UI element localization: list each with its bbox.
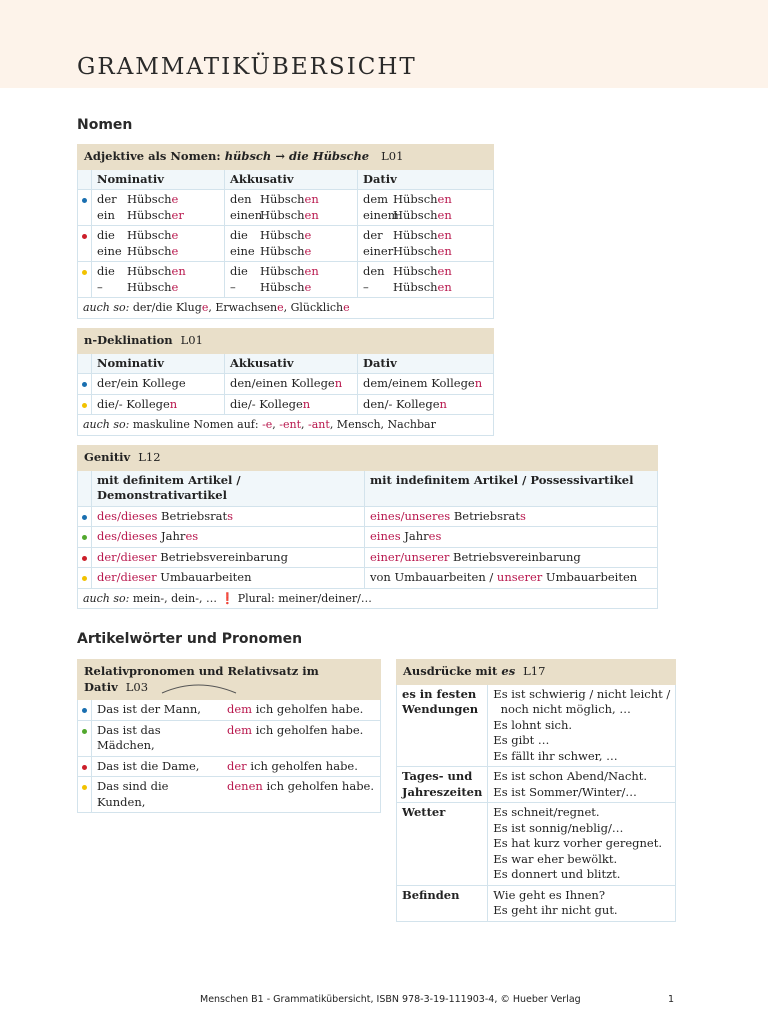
article: – (230, 279, 236, 294)
table-row (78, 527, 658, 548)
ending: n (474, 376, 483, 390)
article: ein (97, 207, 115, 222)
bullet-plural-icon (82, 785, 87, 790)
table-row (78, 756, 381, 777)
noun-stem: Hübsch (260, 279, 305, 294)
col-header-nominativ: Nominativ (92, 169, 225, 190)
table-row (78, 700, 381, 721)
table-header: n-Deklination L01 (78, 329, 494, 354)
main-clause: Das sind die Kunden, (92, 777, 223, 813)
ending: n (334, 376, 343, 390)
noun-stem: Hübsch (127, 264, 172, 278)
indefinite-cell (365, 506, 658, 527)
noun-stem: Hübsch (260, 264, 305, 278)
expression: noch nicht möglich, … (493, 702, 631, 716)
noun-stem: Hübsch (127, 279, 172, 294)
ending: e (304, 243, 312, 258)
declension-cell (92, 374, 225, 395)
relative-clause (222, 777, 381, 813)
page-footer: Menschen B1 - Grammatikübersicht, ISBN 978-3-19-111903-4, © Hueber Verlag (200, 994, 581, 1005)
table-row (78, 568, 658, 589)
page-number: 1 (668, 994, 675, 1005)
ending: es (428, 529, 442, 543)
ending: e (304, 279, 312, 294)
expression: Es ist sonnig/neblig/… (493, 820, 624, 835)
table-header: Genitiv L12 (78, 446, 658, 471)
noun-stem: Hübsch (127, 228, 172, 242)
article: der (97, 192, 117, 206)
category-label: Tages- und Jahreszeiten (397, 767, 488, 803)
declension-cell (225, 190, 358, 226)
bullet-plural-icon (82, 403, 87, 408)
bullet-neuter-icon (82, 729, 87, 734)
page-title: GRAMMATIKÜBERSICHT (77, 54, 417, 80)
declension-cell (92, 190, 225, 226)
ending: en (437, 264, 452, 278)
noun-form: die/- Kollege (97, 396, 170, 411)
reference-arc-icon (160, 681, 240, 695)
relative-clause (222, 756, 381, 777)
relative-pronoun: dem (227, 722, 253, 737)
ending: en (437, 207, 452, 222)
ending: en (437, 243, 452, 258)
table-footnote: auch so: maskuline Nomen auf: -e, -ent, -ant, Mensch, Nachbar (78, 415, 494, 436)
noun-stem: Hübsch (393, 228, 438, 242)
expression: Wie geht es Ihnen? (493, 887, 606, 902)
declension-cell (225, 226, 358, 262)
noun-form: dem/einem Kollege (363, 376, 475, 390)
table-ausdruecke-mit-es (396, 659, 676, 922)
noun-form: die/- Kollege (230, 396, 303, 411)
noun: Jahr (400, 529, 429, 543)
bullet-feminine-icon (82, 556, 87, 561)
relative-pronoun: dem (227, 702, 253, 716)
relative-clause (222, 720, 381, 756)
table-row (78, 374, 494, 395)
main-clause: Das ist der Mann, (92, 700, 223, 721)
col-header-definit: mit definitem Artikel / Demonstrativartikel (92, 470, 365, 506)
table-header: Ausdrücke mit es L17 (397, 660, 676, 685)
noun-stem: Hübsch (393, 207, 438, 222)
expression: Es ist Sommer/Winter/… (493, 784, 637, 799)
ending: en (437, 279, 452, 294)
noun: Umbauarbeiten (542, 570, 638, 584)
ending: es (185, 529, 199, 543)
bullet-plural-icon (82, 576, 87, 581)
article: eine (230, 243, 255, 258)
noun-stem: Hübsch (260, 192, 305, 206)
col-header-akkusativ: Akkusativ (225, 169, 358, 190)
col-header-dativ: Dativ (358, 169, 494, 190)
table-row (78, 190, 494, 226)
bullet-masculine-icon (82, 708, 87, 713)
expression: Es geht ihr nicht gut. (493, 903, 618, 917)
table-row (78, 506, 658, 527)
table-row (78, 547, 658, 568)
ending: er (171, 207, 184, 222)
main-clause: Das ist das Mädchen, (92, 720, 223, 756)
article: einem (363, 207, 399, 222)
table-row (397, 885, 676, 921)
noun-stem: Hübsch (393, 279, 438, 294)
article: eine (97, 243, 122, 258)
expression: Es donnert und blitzt. (493, 867, 621, 881)
noun-stem: Hübsch (127, 192, 172, 206)
noun-stem: Hübsch (393, 192, 438, 206)
bullet-neuter-icon (82, 535, 87, 540)
declension-cell (225, 394, 358, 415)
article: die (230, 228, 248, 242)
article: unserer (496, 570, 543, 584)
bullet-feminine-icon (82, 765, 87, 770)
table-footnote: auch so: mein-, dein-, … ❗ Plural: meiner/deiner/… (78, 588, 658, 609)
expression-list (488, 885, 676, 921)
ending: e (171, 279, 179, 294)
declension-cell (358, 262, 494, 298)
section-heading-artikel: Artikelwörter und Pronomen (77, 631, 303, 647)
prefix-text: von Umbauarbeiten / (370, 570, 497, 584)
article: die (97, 264, 115, 278)
table-footnote: auch so: der/die Kluge, Erwachsene, Glückliche (78, 298, 494, 319)
noun-stem: Hübsch (127, 207, 172, 222)
expression: Es ist schwierig / nicht leicht / (493, 686, 671, 701)
col-header-indefinit: mit indefinitem Artikel / Possessivartikel (365, 470, 658, 506)
table-row (78, 777, 381, 813)
bullet-plural-icon (82, 270, 87, 275)
bullet-masculine-icon (82, 382, 87, 387)
ending: s (519, 508, 526, 523)
article: den (230, 192, 252, 206)
col-header-dativ: Dativ (358, 353, 494, 374)
article: den (363, 264, 385, 278)
indefinite-cell (365, 547, 658, 568)
noun: Betriebsvereinbarung (156, 549, 288, 564)
indefinite-cell (365, 568, 658, 589)
declension-cell (225, 374, 358, 395)
declension-cell (358, 394, 494, 415)
noun-form: der/ein Kollege (97, 376, 186, 390)
clause-rest: ich geholfen habe. (252, 702, 364, 716)
table-row (397, 684, 676, 767)
table-row (78, 394, 494, 415)
clause-rest: ich geholfen habe. (262, 779, 375, 793)
noun-stem: Hübsch (260, 243, 305, 258)
relative-clause (222, 700, 381, 721)
relative-pronoun: denen (227, 779, 263, 793)
article: – (363, 279, 369, 294)
exclamation-icon: ❗ (220, 591, 235, 605)
noun-stem: Hübsch (260, 228, 305, 242)
declension-cell (92, 394, 225, 415)
noun-stem: Hübsch (393, 243, 438, 258)
ending: en (304, 264, 319, 278)
noun: Betriebsrat (157, 508, 228, 523)
indefinite-cell (365, 527, 658, 548)
ending: en (437, 192, 452, 206)
col-header-nominativ: Nominativ (92, 353, 225, 374)
category-label: Wetter (397, 803, 488, 886)
clause-rest: ich geholfen habe. (252, 722, 364, 737)
definite-cell (92, 568, 365, 589)
article: einer (363, 243, 394, 258)
noun-form: den/einen Kollege (230, 376, 335, 390)
main-clause: Das ist die Dame, (92, 756, 223, 777)
ending: n (439, 396, 447, 411)
noun: Betriebsrat (450, 508, 520, 523)
table-genitiv (77, 445, 658, 609)
article: eines (370, 529, 401, 543)
table-row (397, 767, 676, 803)
ending: e (304, 228, 312, 242)
bullet-masculine-icon (82, 515, 87, 520)
ending: e (171, 192, 179, 206)
col-header-akkusativ: Akkusativ (225, 353, 358, 374)
expression: Es war eher bewölkt. (493, 851, 618, 866)
declension-cell (92, 226, 225, 262)
ending: n (169, 396, 178, 411)
bullet-masculine-icon (82, 198, 87, 203)
table-n-deklination (77, 328, 494, 436)
expression-list (488, 767, 676, 803)
ending: n (302, 396, 311, 411)
expression: Es fällt ihr schwer, … (493, 748, 618, 763)
section-heading-nomen: Nomen (77, 117, 133, 133)
table-header: Relativpronomen und Relativsatz im Dativ L03 (78, 660, 381, 700)
table-row (78, 262, 494, 298)
article: des/dieses (97, 529, 158, 543)
article: die (97, 228, 115, 242)
table-row (397, 803, 676, 886)
noun-stem: Hübsch (260, 207, 305, 222)
article: eines/unseres (370, 508, 451, 523)
bullet-feminine-icon (82, 234, 87, 239)
definite-cell (92, 527, 365, 548)
ending: en (304, 192, 319, 206)
ending: e (171, 228, 179, 242)
noun-form: den/- Kollege (363, 396, 440, 411)
ending: en (437, 228, 452, 242)
expression: Es schneit/regnet. (493, 805, 600, 819)
table-header: Adjektive als Nomen: hübsch → die Hübsche L01 (78, 145, 494, 170)
article: der (363, 228, 383, 242)
article: dem (363, 192, 389, 206)
noun-stem: Hübsch (393, 264, 438, 278)
expression-list (488, 684, 676, 767)
expression: Es gibt … (493, 733, 550, 747)
table-row (78, 226, 494, 262)
category-label: Befinden (397, 885, 488, 921)
ending: e (171, 243, 179, 258)
noun: Betriebsvereinbarung (449, 549, 581, 564)
article: des/dieses (97, 508, 158, 523)
declension-cell (358, 374, 494, 395)
article: – (97, 279, 103, 294)
article: der/dieser (97, 549, 157, 564)
clause-rest: ich geholfen habe. (246, 758, 358, 773)
ending: en (171, 264, 186, 278)
expression: Es lohnt sich. (493, 717, 573, 732)
ending: s (227, 508, 234, 523)
relative-pronoun: der (227, 758, 247, 773)
article: der/dieser (97, 570, 157, 584)
ending: en (304, 207, 319, 222)
noun: Jahr (157, 529, 186, 543)
declension-cell (225, 262, 358, 298)
article: einen (230, 207, 263, 222)
noun-stem: Hübsch (127, 243, 172, 258)
expression-list (488, 803, 676, 886)
definite-cell (92, 547, 365, 568)
declension-cell (358, 190, 494, 226)
expression: Es hat kurz vorher geregnet. (493, 836, 662, 850)
definite-cell (92, 506, 365, 527)
article: die (230, 264, 248, 278)
declension-cell (92, 262, 225, 298)
article: einer/unserer (370, 549, 450, 564)
noun: Umbauarbeiten (156, 570, 252, 584)
category-label: es in festen Wendungen (397, 684, 488, 767)
declension-cell (358, 226, 494, 262)
expression: Es ist schon Abend/Nacht. (493, 769, 647, 783)
table-row (78, 720, 381, 756)
table-adjektive-als-nomen (77, 144, 494, 319)
